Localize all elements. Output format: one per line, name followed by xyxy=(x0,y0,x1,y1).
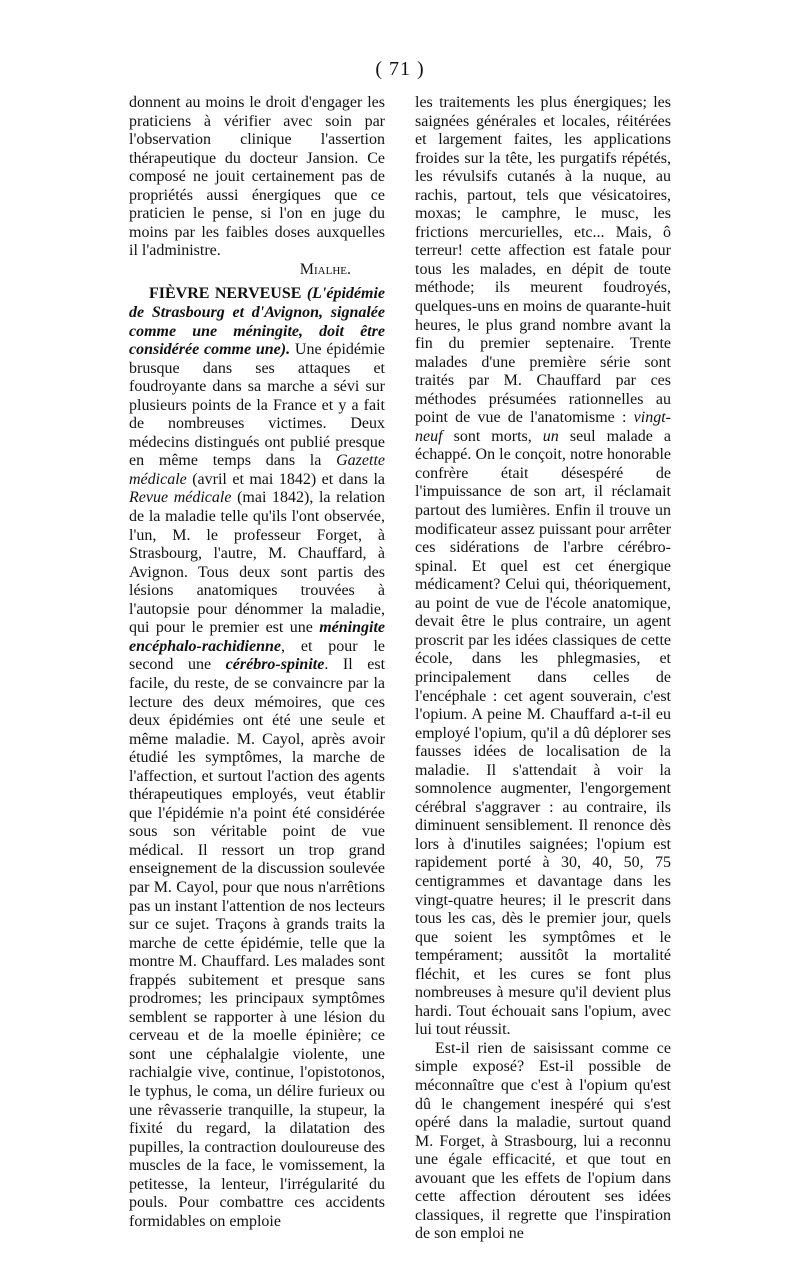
text-segment: (avril et mai 1842) et dans la xyxy=(186,470,385,488)
diagnosis-term: méningite encéphalo-rachidienne xyxy=(129,619,385,655)
paragraph-treatments xyxy=(415,94,671,1040)
paragraph-jansion: donnent au moins le droit d'engager les praticiens à vérifier avec soin par l'observation clinique l'assertion thérapeutique du docteur Jansion. Ce composé ne jouit certainement pas de propriétés aussi énergiques que ce praticien le pense, si l'on en juge du moins par les faibles doses auxquelles il l'administre. xyxy=(129,94,385,260)
text-segment: , et pour le second une xyxy=(129,637,385,674)
emphasis-count: un xyxy=(542,427,559,445)
page-number: ( 71 ) xyxy=(375,58,425,80)
journal-name: Gazette médicale xyxy=(129,452,385,488)
entry-subtitle: (L'épidémie de Strasbourg et d'Avignon, signalée comme une méningite, doit être considérée comme une). xyxy=(129,285,385,359)
text-segment: (mai 1842), la relation de la maladie telle qu'ils l'ont observée, l'un, M. le professeur Forget, à Strasbourg, l'autre, M. Chauffard, à Avignon. Tous deux sont partis des lésions anatomiques trouvées à l'autopsie pour dénommer la maladie, qui pour le premier est une xyxy=(129,489,386,637)
text-segment: Une épidémie brusque dans ses attaques et foudroyante dans sa marche a sévi sur plusieurs points de la France et y a fait de nombreuses victimes. Deux médecins distingués ont publié presque en même temps dans la xyxy=(129,341,385,470)
entry-title: FIÈVRE NERVEUSE xyxy=(149,285,302,303)
right-column xyxy=(415,94,671,1244)
text-segment: . Il est facile, du reste, de se convaincre par la lecture des deux mémoires, que ces deux épidémies ont été une seule et même maladie. M. Cayol, après avoir étudié les symptômes, la marche de l'affection, et surtout l'action des agents thérapeutiques employés, veut établir que l'épidémie n'a point été considérée sous son véritable point de vue médical. Il ressort un trop grand enseignement de la discussion soulevée par M. Cayol, pour que nous n'arrêtions pas un instant l'attention de nos lecteurs sur ce sujet. Traçons à grands traits la marche de cette épidémie, telle que la montre M. Chauffard. Les malades sont frappés subitement et presque sans prodromes; les principaux symptômes semblent se rapporter à une lésion du cerveau et de la moelle épinière; ce sont une céphalalgie violente, une rachialgie vive, continue, l'opistotonos, le typhus, le coma, un délire furieux ou une rêvasserie tranquille, la stupeur, la fixité du regard, la dilatation des pupilles, la contraction douloureuse des muscles de la face, le vomissement, la petitesse, la lenteur, l'irrégularité du pouls. Pour combattre ces accidents formidables on emploie xyxy=(129,656,386,1230)
text-segment: seul malade a échappé. On le conçoit, notre honorable confrère était désespéré de l'impuissance de son art, il réclamait partout des lumières. Enfin il trouve un modificateur assez puissant pour arrêter ces sidérations de l'arbre cérébro-spinal. Et quel est cet énergique médicament? Celui qui, théoriquement, au point de vue de l'école anatomique, devait être le plus contraire, un agent proscrit par les idées classiques de cette école, dans les phlegmasies, et principalement dans celles de l'encéphale : cet agent souverain, c'est l'opium. A peine M. Chauffard a-t-il eu employé l'opium, qu'il a dû déplorer ses fausses idées de localisation de la maladie. Il s'attendait à voir la somnolence augmenter, l'engorgement cérébral s'aggraver : au contraire, ils diminuent sensiblement. Il renonce dès lors à d'inutiles saignées; l'opium est rapidement porté à 30, 40, 50, 75 centigrammes et davantage dans les vingt-quatre heures; il le prescrit dans tous les cas, dès le premier jour, quels que soient les symptômes et le tempérament; aussitôt la mortalité fléchit, et les cures se font plus nombreuses à mesure qu'il devient plus hardi. Tout échouait sans l'opium, avec lui tout réussit. xyxy=(415,427,671,1039)
diagnosis-term: cérébro-spinite xyxy=(225,656,325,674)
emphasis-count: vingt-neuf xyxy=(415,409,671,445)
paragraph-fievre-nerveuse xyxy=(129,285,385,1231)
paragraph-conclusion: Est-il rien de saisissant comme ce simple exposé? Est-il possible de méconnaître que c'est à l'opium qu'est dû le changement inespéré qui s'est opéré dans la maladie, surtout quand M. Forget, à Strasbourg, lui a reconnu une égale efficacité, et que tout en avouant que les effets de l'opium dans cette affection déroutent ses idées classiques, il regrette que l'inspiration de son emploi ne xyxy=(415,1039,671,1243)
text-segment: les traitements les plus énergiques; les saignées générales et locales, réitérées et largement faites, les applications froides sur la tête, les purgatifs répétés, les révulsifs cutanés à la nuque, au rachis, partout, tels que vésicatoires, moxas; le camphre, le musc, les frictions mercurielles, etc... Mais, ô terreur! cette affection est fatale pour tous les malades, en dépit de toute méthode; ils meurent foudroyés, quelques-uns en moins de quarante-huit heures, le plus grand nombre avant la fin du premier septenaire. Trente malades d'une première série sont traités par M. Chauffard par ces méthodes présumées rationnelles au point de vue de l'anatomisme : xyxy=(415,94,671,427)
text-segment: sont morts, xyxy=(442,427,543,445)
left-column xyxy=(129,94,385,1231)
journal-name: Revue médicale xyxy=(129,489,232,507)
author-signature: Mialhe. xyxy=(299,260,351,278)
